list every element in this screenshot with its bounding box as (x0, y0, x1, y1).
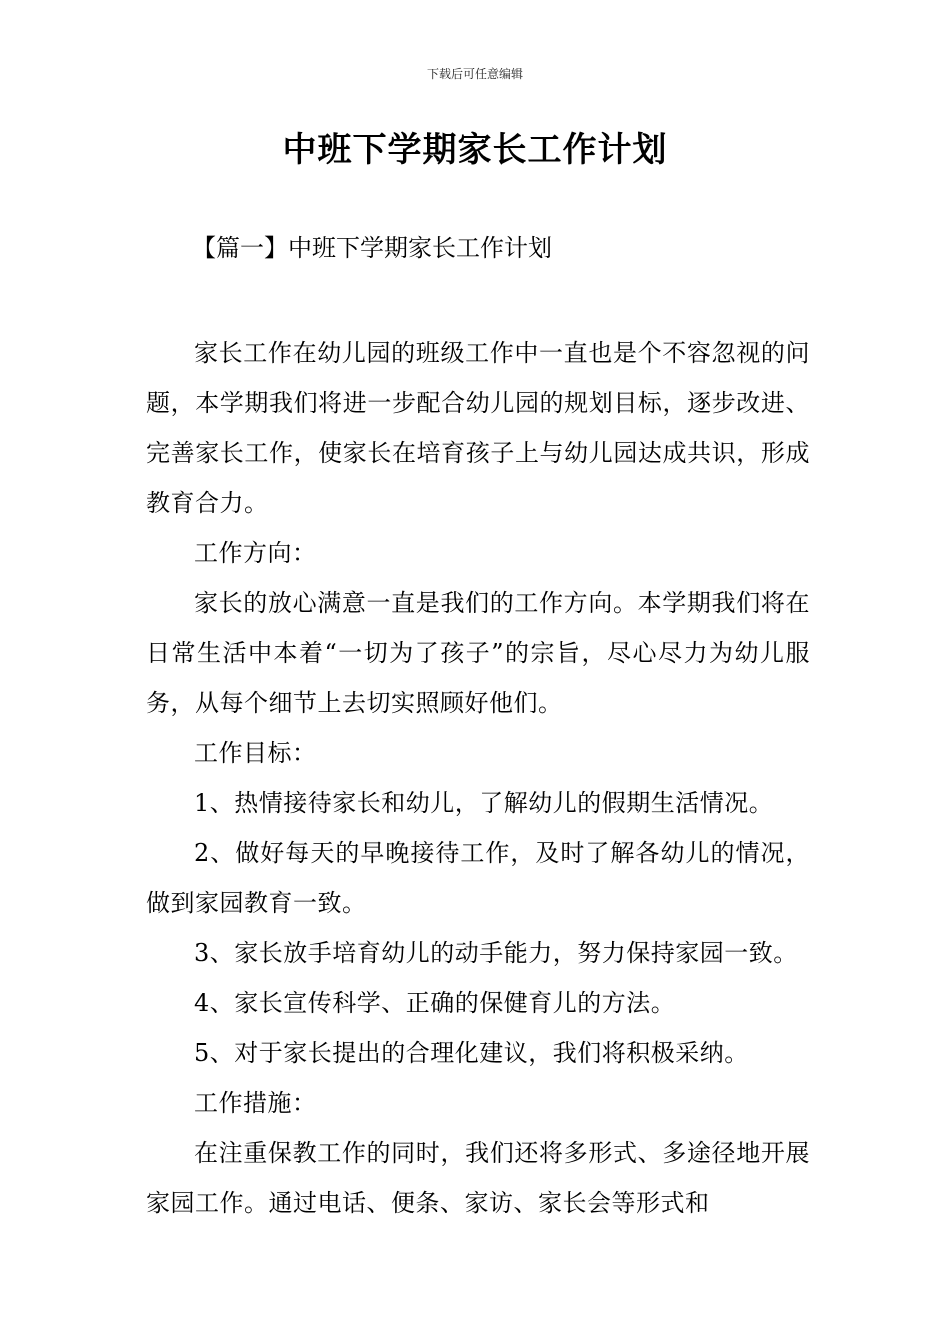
document-title: 中班下学期家长工作计划 (282, 130, 668, 170)
heading-work-direction: 工作方向： (194, 539, 317, 567)
goal-item-2: 2、做好每天的早晚接待工作，及时了解各幼儿的情况，做到家园教育一致。 (146, 839, 810, 917)
paragraph-work-measures: 在注重保教工作的同时，我们还将多形式、多途径地开展家园工作。通过电话、便条、家访、家长会等形式和 (146, 1139, 810, 1217)
goal-item-3: 3、家长放手培育幼儿的动手能力，努力保持家园一致。 (194, 939, 798, 967)
goal-item-5: 5、对于家长提出的合理化建议，我们将积极采纳。 (194, 1039, 749, 1067)
document-body (146, 328, 810, 1228)
section-title: 【篇一】中班下学期家长工作计划 (192, 234, 552, 262)
heading-work-measures: 工作措施： (194, 1089, 317, 1117)
paragraph-intro: 家长工作在幼儿园的班级工作中一直也是个不容忽视的问题，本学期我们将进一步配合幼儿园的规划目标，逐步改进、完善家长工作，使家长在培育孩子上与幼儿园达成共识，形成教育合力。 (146, 339, 810, 517)
goal-item-4: 4、家长宣传科学、正确的保健育儿的方法。 (194, 989, 676, 1017)
heading-work-goals: 工作目标： (194, 739, 317, 767)
paragraph-work-direction: 家长的放心满意一直是我们的工作方向。本学期我们将在日常生活中本着“一切为了孩子”的宗旨，尽心尽力为幼儿服务，从每个细节上去切实照顾好他们。 (146, 589, 810, 717)
header-note: 下载后可任意编辑 (426, 67, 523, 81)
goal-item-1: 1、热情接待家长和幼儿，了解幼儿的假期生活情况。 (194, 789, 774, 817)
